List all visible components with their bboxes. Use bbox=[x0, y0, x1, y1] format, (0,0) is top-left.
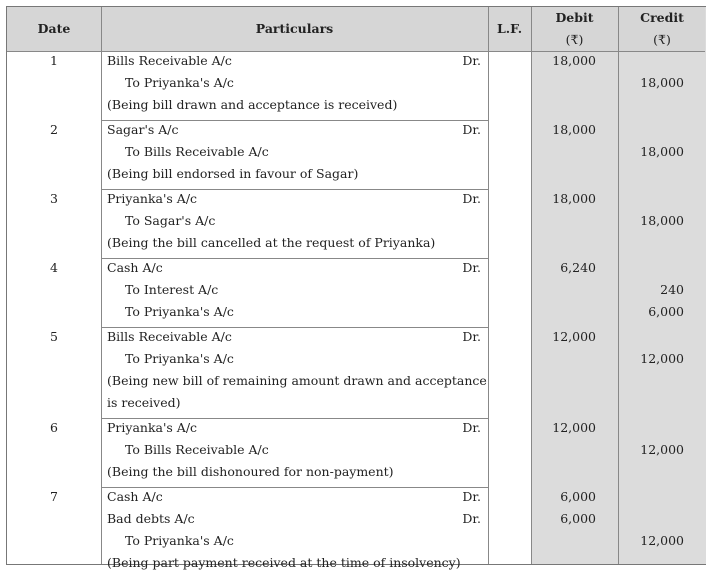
credit-account-line: To Priyanka's A/c bbox=[125, 75, 234, 90]
debit-amount: 18,000 bbox=[552, 122, 596, 137]
credit-account-line: To Sagar's A/c bbox=[125, 213, 216, 228]
entry-divider bbox=[101, 418, 488, 419]
debit-account-line: Cash A/c bbox=[107, 260, 163, 275]
col-divider bbox=[101, 7, 102, 564]
debit-account-line: Cash A/c bbox=[107, 489, 163, 504]
debit-account-line: Sagar's A/c bbox=[107, 122, 179, 137]
header-lf bbox=[488, 7, 531, 51]
credit-amount: 18,000 bbox=[640, 213, 684, 228]
header-debit bbox=[531, 7, 618, 51]
credit-amount: 6,000 bbox=[648, 304, 684, 319]
narration-line: (Being the bill dishonoured for non-payment) bbox=[107, 464, 394, 479]
entry-divider bbox=[101, 487, 488, 488]
credit-account-line: To Priyanka's A/c bbox=[125, 533, 234, 548]
narration-line: is received) bbox=[107, 395, 181, 410]
credit-amount: 18,000 bbox=[640, 144, 684, 159]
credit-account-line: To Priyanka's A/c bbox=[125, 351, 234, 366]
header-particulars-label: Particulars bbox=[255, 21, 334, 36]
credit-amount: 240 bbox=[660, 282, 684, 297]
dr-marker: Dr. bbox=[462, 122, 481, 137]
debit-account-line: Bills Receivable A/c bbox=[107, 329, 232, 344]
credit-amount: 18,000 bbox=[640, 75, 684, 90]
dr-marker: Dr. bbox=[462, 191, 481, 206]
header-credit-unit: (₹) bbox=[653, 32, 671, 47]
credit-account-line: To Interest A/c bbox=[125, 282, 219, 297]
debit-amount: 6,000 bbox=[560, 489, 596, 504]
debit-amount: 18,000 bbox=[552, 191, 596, 206]
debit-amount: 12,000 bbox=[552, 329, 596, 344]
entry-divider bbox=[101, 120, 488, 121]
entry-date: 4 bbox=[50, 260, 58, 275]
debit-account-line: Bills Receivable A/c bbox=[107, 53, 232, 68]
credit-amount: 12,000 bbox=[640, 533, 684, 548]
header-lf-label: L.F. bbox=[496, 21, 523, 36]
debit-amount: 12,000 bbox=[552, 420, 596, 435]
header-date-label: Date bbox=[37, 21, 71, 36]
narration-line: (Being bill endorsed in favour of Sagar) bbox=[107, 166, 359, 181]
header-credit bbox=[618, 7, 706, 51]
credit-amount: 12,000 bbox=[640, 351, 684, 366]
narration-line: (Being bill drawn and acceptance is received) bbox=[107, 97, 398, 112]
debit-amount: 6,240 bbox=[560, 260, 596, 275]
header-debit-unit: (₹) bbox=[565, 32, 584, 47]
header-particulars bbox=[101, 7, 488, 51]
entry-date: 6 bbox=[50, 420, 58, 435]
debit-amount: 6,000 bbox=[560, 511, 596, 526]
header-date bbox=[7, 7, 101, 51]
dr-marker: Dr. bbox=[462, 489, 481, 504]
credit-account-line: To Priyanka's A/c bbox=[125, 304, 234, 319]
entry-date: 2 bbox=[50, 122, 58, 137]
entry-divider bbox=[101, 189, 488, 190]
dr-marker: Dr. bbox=[462, 260, 481, 275]
entry-date: 5 bbox=[50, 329, 58, 344]
header-credit-label: Credit bbox=[640, 10, 684, 25]
dr-marker: Dr. bbox=[462, 329, 481, 344]
credit-account-line: To Bills Receivable A/c bbox=[125, 442, 269, 457]
col-divider bbox=[531, 7, 532, 564]
journal-table bbox=[6, 6, 706, 570]
narration-line: (Being new bill of remaining amount drawn and acceptance bbox=[107, 373, 487, 388]
entry-date: 1 bbox=[50, 53, 58, 68]
dr-marker: Dr. bbox=[462, 420, 481, 435]
debit-account-line: Bad debts A/c bbox=[107, 511, 195, 526]
dr-marker: Dr. bbox=[462, 53, 481, 68]
debit-account-line: Priyanka's A/c bbox=[107, 420, 198, 435]
narration-line: (Being the bill cancelled at the request of Priyanka) bbox=[107, 235, 436, 250]
entry-divider bbox=[101, 327, 488, 328]
debit-account-line: Priyanka's A/c bbox=[107, 191, 198, 206]
header-divider bbox=[7, 51, 705, 52]
credit-account-line: To Bills Receivable A/c bbox=[125, 144, 269, 159]
entry-date: 3 bbox=[50, 191, 58, 206]
dr-marker: Dr. bbox=[462, 511, 481, 526]
debit-amount: 18,000 bbox=[552, 53, 596, 68]
narration-line: (Being part payment received at the time of insolvency) bbox=[107, 555, 461, 570]
entry-date: 7 bbox=[50, 489, 58, 504]
credit-amount: 12,000 bbox=[640, 442, 684, 457]
header-debit-label: Debit bbox=[555, 10, 594, 25]
col-divider bbox=[488, 7, 489, 564]
entry-divider bbox=[101, 258, 488, 259]
